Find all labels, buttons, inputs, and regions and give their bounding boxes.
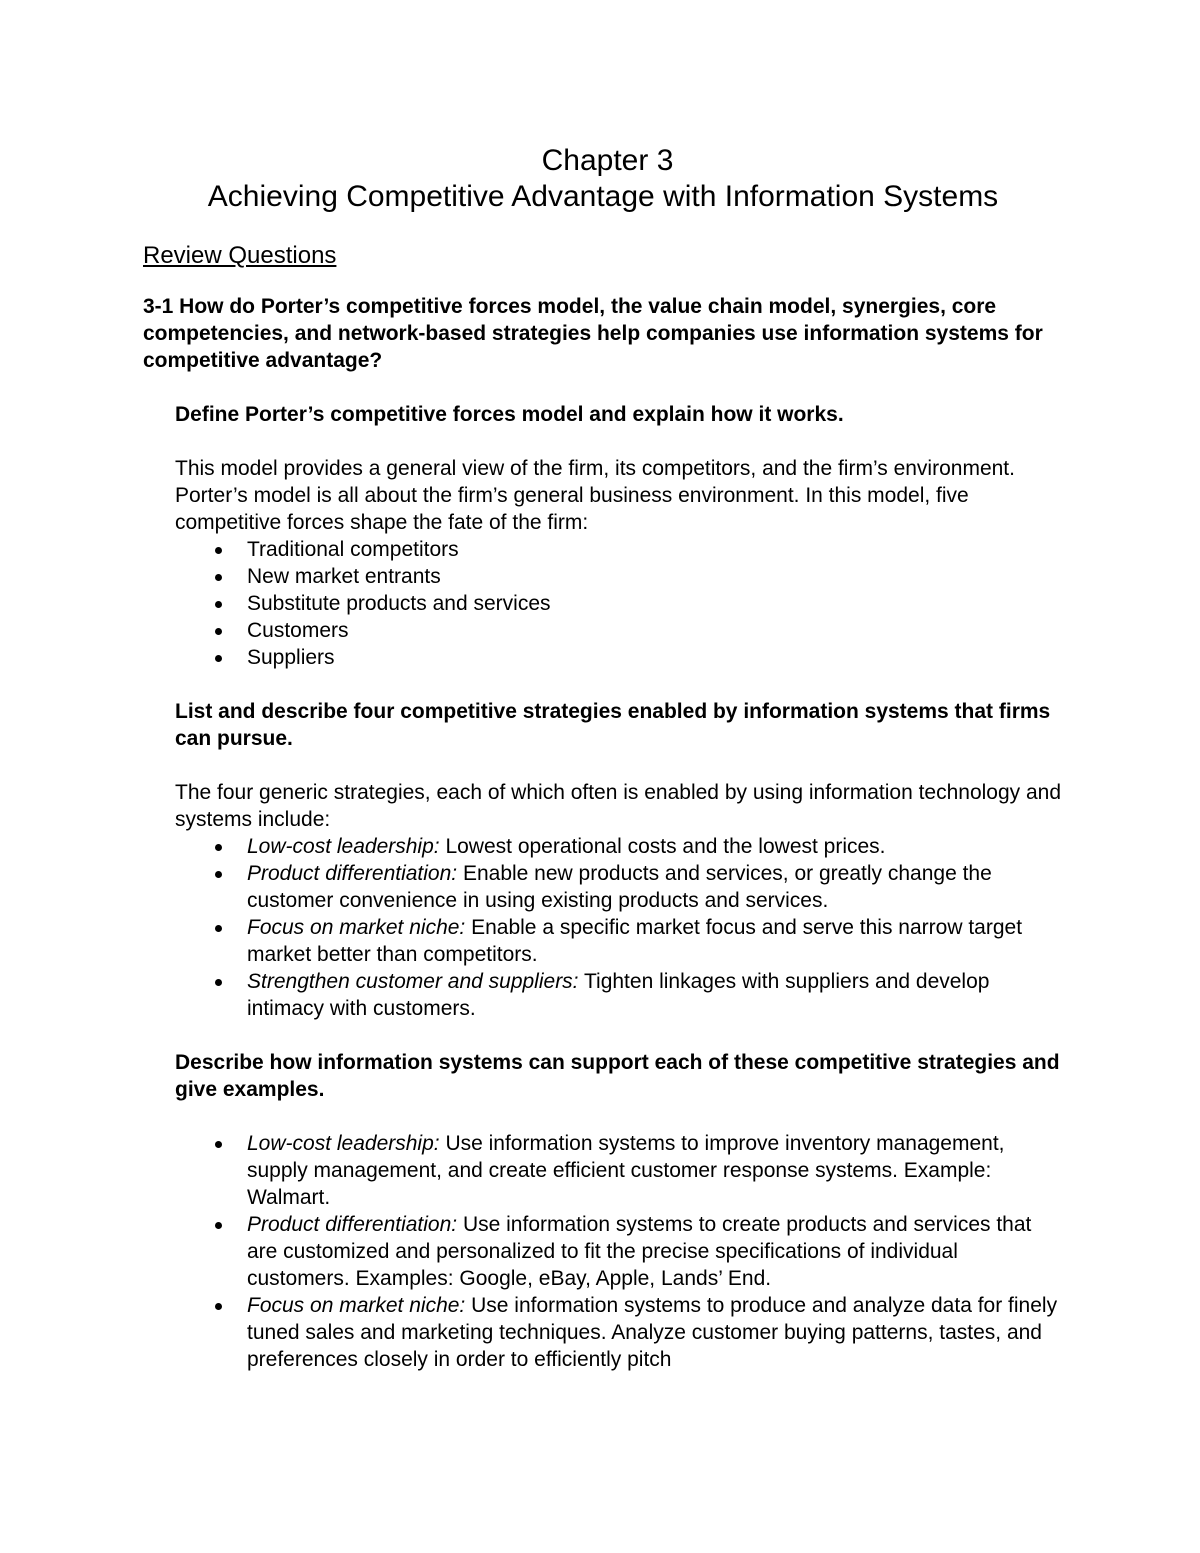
list-item: Low-cost leadership: Use information systems to improve inventory management, supply management, and create efficient customer response systems. Example: Walmart. (175, 1130, 1063, 1211)
bullet-list (143, 1130, 1063, 1373)
bullet-icon (215, 1141, 222, 1148)
bullet-icon (215, 601, 222, 608)
bullet-icon (215, 1222, 222, 1229)
answer-paragraph: The four generic strategies, each of which often is enabled by using information technology and systems include: (175, 781, 1062, 831)
list-item: Traditional competitors (175, 536, 1063, 563)
subquestion-heading: List and describe four competitive strategies enabled by information systems that firms can pursue. (175, 700, 1051, 750)
chapter-title: Chapter 3 (541, 144, 674, 177)
bullet-list (143, 536, 1063, 671)
bullet-icon (215, 547, 222, 554)
list-item: New market entrants (175, 563, 1063, 590)
subquestion-block-3 (175, 1049, 1063, 1103)
bullet-icon (215, 655, 222, 662)
bullet-icon (215, 628, 222, 635)
bullet-icon (215, 979, 222, 986)
bullet-icon (215, 844, 222, 851)
subquestion-heading: Describe how information systems can support each of these competitive strategies and give examples. (175, 1051, 1060, 1101)
list-item: Customers (175, 617, 1063, 644)
bullet-icon (215, 1303, 222, 1310)
bullet-list (143, 833, 1063, 1022)
list-item: Substitute products and services (175, 590, 1063, 617)
section-heading: Review Questions (143, 242, 337, 269)
subquestion-block-1 (175, 401, 1063, 536)
bullet-icon (215, 871, 222, 878)
answer-paragraph: This model provides a general view of the firm, its competitors, and the firm’s environment. Porter’s model is all about the firm’s general business environment. In this model, five competitive forces shape the fate of the firm: (175, 457, 1015, 534)
bullet-icon (215, 925, 222, 932)
list-item: Product differentiation: Use information systems to create products and services that are customized and personalized to fit the precise specifications of individual customers. Examples: Google, eBay, Apple, Lands’ End. (175, 1211, 1063, 1292)
bullet-icon (215, 574, 222, 581)
chapter-subtitle: Achieving Competitive Advantage with Information Systems (207, 180, 999, 213)
document-page (143, 143, 1063, 1373)
list-item: Strengthen customer and suppliers: Tighten linkages with suppliers and develop intimacy with customers. (175, 968, 1063, 1022)
list-item: Focus on market niche: Use information systems to produce and analyze data for finely tuned sales and marketing techniques. Analyze customer buying patterns, tastes, and preferences closely in order to efficiently pitch (175, 1292, 1063, 1373)
question-3-1: 3-1 How do Porter’s competitive forces model, the value chain model, synergies, core competencies, and network-based strategies help companies use information systems for competitive advantage? (143, 295, 1043, 372)
subquestion-block-2 (175, 698, 1063, 833)
subquestion-heading: Define Porter’s competitive forces model and explain how it works. (175, 403, 844, 426)
list-item: Product differentiation: Enable new products and services, or greatly change the customer convenience in using existing products and services. (175, 860, 1063, 914)
list-item: Suppliers (175, 644, 1063, 671)
list-item: Low-cost leadership: Lowest operational costs and the lowest prices. (175, 833, 1063, 860)
list-item: Focus on market niche: Enable a specific market focus and serve this narrow target market better than competitors. (175, 914, 1063, 968)
